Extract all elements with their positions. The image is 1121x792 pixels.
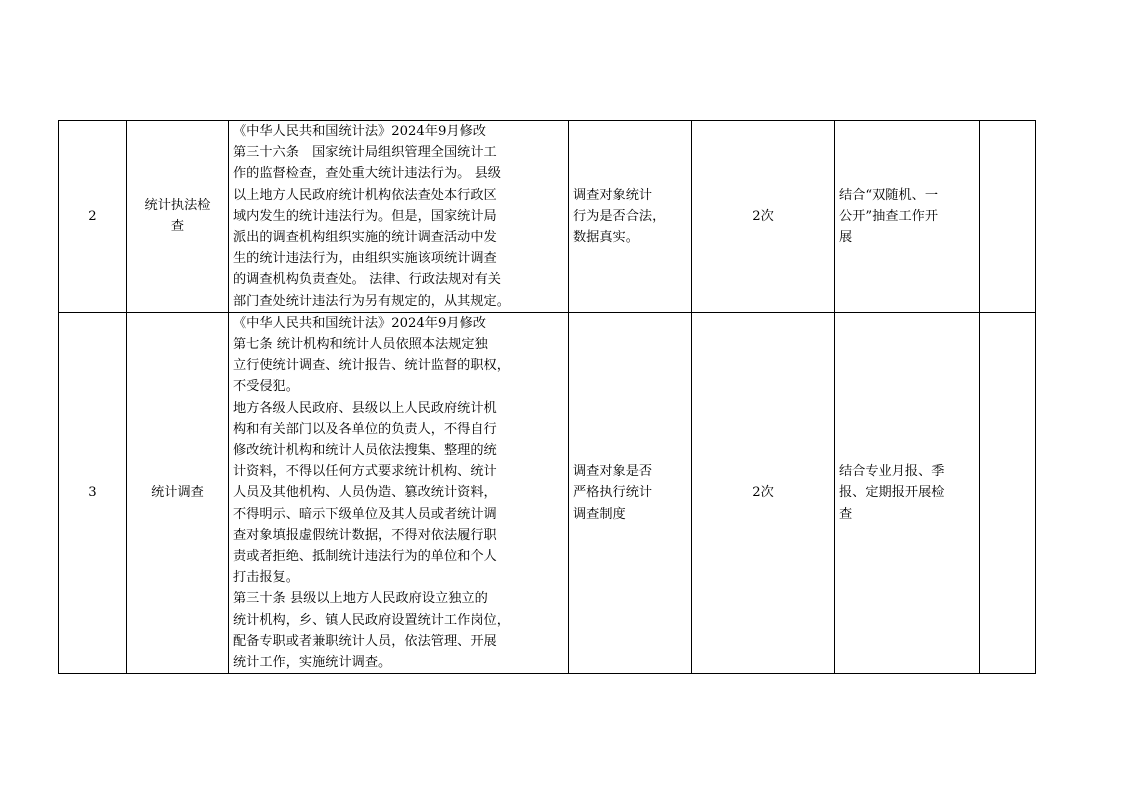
inspection-content: 调查对象是否 严格执行统计 调查制度: [569, 312, 692, 673]
inspection-method: 结合专业月报、季 报、定期报开展检 查: [835, 312, 980, 673]
legal-basis: 《中华人民共和国统计法》2024年9月修改 第三十六条 国家统计局组织管理全国统计工 作的监督检查，查处重大统计违法行为。 县级 以上地方人民政府统计机构依法查处本行政区 域内发生的统计违法行为。但是，国家统计局 派出的调查机构组织实施的统计调查活动中发 生的统计违法行为，由组织实施该项统计调查 的调查机构负责查处。 法律、行政法规对有关 部门查处统计违法行为另有规定的，从其规定。: [229, 121, 569, 313]
inspection-frequency: 2次: [692, 121, 835, 313]
legal-basis: 《中华人民共和国统计法》2024年9月修改 第七条 统计机构和统计人员依照本法规定独 立行使统计调查、统计报告、统计监督的职权， 不受侵犯。 地方各级人民政府、县级以上人民政府统计机 构和有关部门以及各单位的负责人，不得自行 修改统计机构和统计人员依法搜集、整理的统 计资料，不得以任何方式要求统计机构、统计 人员及其他机构、人员伪造、篡改统计资料， 不得明示、暗示下级单位及其人员或者统计调 查对象填报虚假统计数据，不得对依法履行职 责或者拒绝、抵制统计违法行为的单位和个人 打击报复。 第三十条 县级以上地方人民政府设立独立的 统计机构，乡、镇人民政府设置统计工作岗位， 配备专职或者兼职统计人员，依法管理、开展 统计工作，实施统计调查。: [229, 312, 569, 673]
inspection-table: [58, 120, 1036, 674]
inspection-item: 统计执法检 查: [127, 121, 229, 313]
row-number: 2: [59, 121, 127, 313]
row-number: 3: [59, 312, 127, 673]
table-row: [59, 312, 1036, 673]
remark-cell: [980, 312, 1036, 673]
remark-cell: [980, 121, 1036, 313]
table-row: [59, 121, 1036, 313]
inspection-content: 调查对象统计 行为是否合法， 数据真实。: [569, 121, 692, 313]
inspection-item: 统计调查: [127, 312, 229, 673]
inspection-method: 结合“双随机、一 公开”抽查工作开 展: [835, 121, 980, 313]
inspection-frequency: 2次: [692, 312, 835, 673]
